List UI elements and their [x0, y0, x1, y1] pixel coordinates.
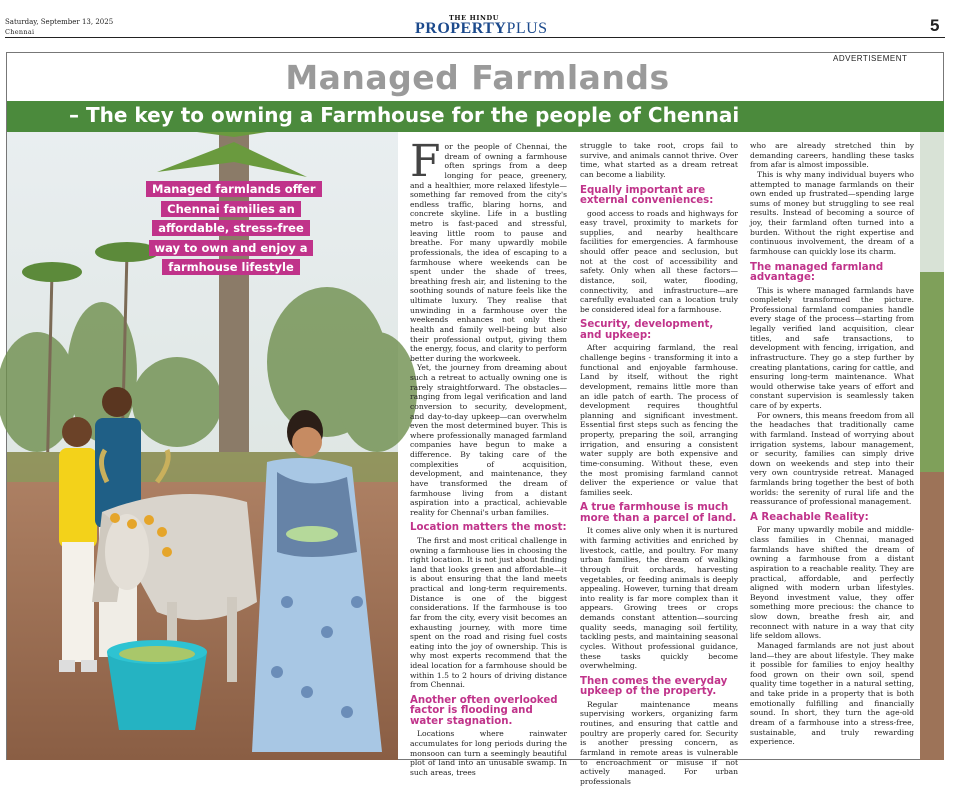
- body-paragraph: Regular maintenance means supervising workers, organizing farm routines, and ensuring that cattle and poultry are properly cared for. Security is another pressing concern, as farmland in remote areas is vulnerable to encroachment or misuse if not actively managed. For urban professionals: [580, 699, 738, 786]
- masthead: [0, 0, 955, 38]
- section-heading: The managed farmland advantage:: [750, 261, 884, 283]
- body-paragraph: struggle to take root, crops fail to survive, and animals cannot thrive. Over time, what started as a dream retreat can become a liability.: [580, 141, 738, 179]
- article-column-3: [750, 141, 914, 747]
- issue-date: Saturday, September 13, 2025: [5, 18, 114, 26]
- page-subtitle: – The key to owning a Farmhouse for the people of Chennai: [69, 103, 740, 127]
- section-heading: Another often overlooked factor is flooding and water stagnation.: [410, 694, 558, 727]
- body-paragraph: Managed farmlands are not just about land—they are about lifestyle. They make it possible for families to enjoy healthy food grown on their own soil, spend quality time together in a natural setting, and take pride in a property that is both emotionally fulfilling and financially sound. In short, they turn the age-old dream of a farmhouse into a stress-free, sustainable, and truly rewarding experience.: [750, 640, 914, 747]
- right-foliage-art: [920, 132, 944, 760]
- supplement-logo-plus: PLUS: [506, 20, 548, 37]
- body-paragraph: This is why many individual buyers who attempted to manage farmlands on their own ended up frustrated—spending large sums of money but struggling to see real results. Instead of becoming a source of joy, their farmland often turned into a burden. Without the right expertise and continuous involvement, the dream of a farmhouse can quickly lose its charm.: [750, 169, 914, 256]
- section-heading: Location matters the most:: [410, 522, 567, 534]
- body-paragraph: or the people of Chennai, the dream of owning a farmhouse often springs from a deep longing for peace, greenery, and a healthier, more relaxed lifestyle—something far removed from the city's endless traffic, blaring horns, and concrete skyline. Life in a bustling metro is fast-paced and stressful, leaving little room to pause and breathe. For many upwardly mobile professionals, the idea of escaping to a farmhouse where weekends can be spent under the shade of trees, breathing fresh air, and listening to the soothing sounds of nature feels like the ultimate luxury. They realise that unwinding in a farmhouse over the weekends enhances not only their health and family well-being but also their professional output, giving them the energy, focus, and clarity to perform better during the workweek.: [410, 142, 567, 363]
- body-paragraph: For many upwardly mobile and middle-class families in Chennai, managed farmlands have shifted the dream of owning a farmhouse from a distant aspiration to a reachable reality. They are practical, affordable, and perfectly aligned with modern urban lifestyles. Beyond investment value, they offer something more precious: the chance to slow down, breathe fresh air, and reconnect with nature in a way that city life seldom allows.: [750, 525, 914, 641]
- photo-callout-text: Managed farmlands offer Chennai families an affordable, stress-free way to own and enjoy a farmhouse lifestyle: [146, 181, 322, 275]
- body-paragraph: For owners, this means freedom from all the headaches that traditionally came with farmland. Instead of worrying about irrigation systems, labour management, or security, families can simply drive down on weekends and step into their very own countryside retreat. Managed farmlands bring together the best of both worlds: the serenity of rural life and the reassurance of professional management.: [750, 410, 914, 507]
- body-paragraph: After acquiring farmland, the real challenge begins - transforming it into a functional and enjoyable farmhouse. Land by itself, without the right development, remains little more than an idle patch of earth. The process of development requires thoughtful planning and significant investment. Essential first steps such as fencing the property, preparing the soil, arranging irrigation, and ensuring a consistent water supply are both expensive and time-consuming. Without these, even the most promising farmland cannot deliver the experience or value that families seek.: [580, 343, 738, 497]
- photo-callout: [146, 180, 316, 278]
- body-paragraph: This is where managed farmlands have completely transformed the picture. Professional farmland companies handle every stage of the process—starting from legally verified land acquisition, clear titles, and safe transactions, to development with fencing, irrigation, and infrastructure. They go a step further by creating plantations, caring for cattle, and ensuring long-term maintenance. What would otherwise take years of effort and constant supervision is seamlessly taken care of by experts.: [750, 285, 914, 410]
- body-paragraph: good access to roads and highways for easy travel, proximity to markets for supplies, and nearby healthcare facilities for emergencies. A farmhouse should offer peace and seclusion, but not at the cost of accessibility and safety. Only when all these factors—distance, soil, water, flooding, connectivity, and infrastructure—are carefully evaluated can a location truly be considered ideal for a farmhouse.: [580, 208, 738, 314]
- right-foliage-strip: [920, 132, 944, 760]
- supplement-logo: [415, 20, 548, 38]
- body-paragraph: who are already stretched thin by demanding careers, handling these tasks from afar is almost impossible.: [750, 141, 914, 170]
- article-column-2: [580, 141, 738, 786]
- newspaper-name: THE HINDU: [449, 14, 500, 22]
- section-heading: A Reachable Reality:: [750, 511, 869, 523]
- body-paragraph: Locations where rainwater accumulates for long periods during the monsoon can turn a seemingly beautiful plot of land into an unusable swamp. In such areas, trees: [410, 729, 567, 777]
- masthead-rule: [5, 37, 945, 38]
- section-heading: Equally important are external conveniences:: [580, 184, 714, 206]
- body-paragraph: The first and most critical challenge in owning a farmhouse lies in choosing the right location. It is not just about finding land that looks green and affordable—it is about ensuring that the land meets practical and long-term requirements. Distance is one of the biggest considerations. If the farmhouse is too far from the city, every visit becomes an exhausting journey, with more time spent on the road and rising fuel costs eating into the joy of ownership. This is why most experts recommend that the ideal location for a farmhouse should be within 1.5 to 2 hours of driving distance from Chennai.: [410, 535, 567, 690]
- body-paragraph: It comes alive only when it is nurtured with farming activities and enriched by livestock, cattle, and poultry. For many urban families, the dream of walking through fruit orchards, harvesting vegetables, or feeding animals is deeply appealing. However, turning that dream into reality is far more complex than it appears. Growing trees or crops demands constant attention—sourcing quality seeds, managing soil fertility, tackling pests, and maintaining seasonal cycles. Without professional guidance, these tasks quickly become overwhelming.: [580, 526, 738, 671]
- supplement-logo-main: PROPERTY: [415, 20, 507, 37]
- subtitle-band: [7, 101, 944, 132]
- drop-cap: F: [410, 136, 441, 187]
- section-heading: Then comes the everyday upkeep of the property.: [580, 675, 728, 698]
- body-paragraph: Yet, the journey from dreaming about such a retreat to actually owning one is rarely straightforward. The obstacles—ranging from legal verification and land conversion to security, development, and day-to-day upkeep—can overwhelm even the most determined buyer. This is where professionally managed farmland companies have begun to make a difference. By taking care of the complexities of acquisition, development, and maintenance, they have transformed the dream of farmhouse living from a distant aspiration into a practical, achievable reality for Chennai's urban families.: [410, 363, 567, 517]
- page-title: Managed Farmlands: [285, 58, 670, 97]
- advertisement-label: ADVERTISEMENT: [833, 54, 908, 63]
- page-number: 5: [930, 16, 940, 35]
- section-heading: A true farmhouse is much more than a parcel of land.: [580, 502, 737, 524]
- article-column-1: [410, 136, 567, 778]
- edition-city: Chennai: [5, 28, 35, 36]
- section-heading: Security, development, and upkeep:: [580, 319, 714, 341]
